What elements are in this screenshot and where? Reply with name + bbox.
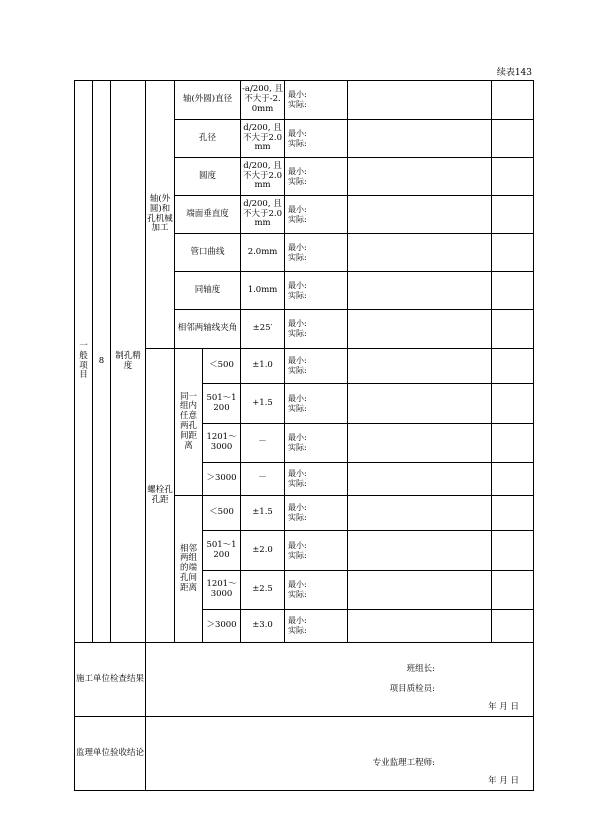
- tolerance-cell: ±2.5: [241, 571, 285, 610]
- actual-label: 实际:: [288, 252, 307, 262]
- range-cell: ＞3000: [203, 610, 241, 643]
- range-cell: 1201～3000: [203, 424, 241, 463]
- measure-cell[interactable]: [285, 610, 348, 643]
- team-leader-label: 班组长:: [406, 664, 436, 674]
- record-cell[interactable]: [348, 272, 492, 310]
- record-cell[interactable]: [348, 610, 492, 643]
- min-label: 最小:: [288, 616, 307, 625]
- check-item-name: 圆度: [175, 158, 241, 196]
- result-cell[interactable]: [492, 571, 534, 610]
- record-cell[interactable]: [348, 463, 492, 496]
- actual-label: 实际:: [288, 403, 307, 413]
- construction-label: 施工单位检查结果: [75, 643, 146, 717]
- actual-label: 实际:: [288, 290, 307, 300]
- check-item-name: 管口曲线: [175, 234, 241, 272]
- range-cell: 501～1200: [203, 531, 241, 571]
- tolerance-cell: －: [241, 463, 285, 496]
- result-cell[interactable]: [492, 531, 534, 571]
- measure-cell[interactable]: [285, 571, 348, 610]
- actual-label: 实际:: [288, 366, 307, 375]
- min-label: 最小:: [288, 433, 307, 442]
- actual-label: 实际:: [288, 626, 307, 635]
- actual-label: 实际:: [288, 550, 307, 560]
- record-cell[interactable]: [348, 496, 492, 531]
- measure-cell[interactable]: [285, 531, 348, 571]
- record-cell[interactable]: [348, 571, 492, 610]
- continued-label: 续表143: [496, 68, 532, 78]
- actual-label: 实际:: [288, 443, 307, 452]
- result-cell[interactable]: [492, 424, 534, 463]
- result-cell[interactable]: [492, 120, 534, 158]
- record-cell[interactable]: [348, 424, 492, 463]
- range-cell: ＜500: [203, 496, 241, 531]
- construction-date: 年 月 日: [488, 702, 520, 712]
- result-cell[interactable]: [492, 610, 534, 643]
- tolerance-cell: d/200, 且不大于2.0mm: [241, 120, 285, 158]
- measure-cell[interactable]: [285, 120, 348, 158]
- tolerance-cell: 1.0mm: [241, 272, 285, 310]
- result-cell[interactable]: [492, 310, 534, 349]
- min-label: 最小:: [288, 356, 307, 365]
- actual-label: 实际:: [288, 214, 307, 224]
- actual-label: 实际:: [288, 329, 307, 338]
- check-item-name: 轴(外圆)直径: [175, 81, 241, 120]
- category-cell: 一般项目: [75, 81, 93, 643]
- record-cell[interactable]: [348, 349, 492, 384]
- result-cell[interactable]: [492, 463, 534, 496]
- construction-signature-area[interactable]: [146, 643, 534, 717]
- bolt-group-label: 螺栓孔孔距: [146, 349, 175, 643]
- min-label: 最小:: [288, 393, 307, 403]
- min-label: 最小:: [288, 128, 307, 138]
- result-cell[interactable]: [492, 272, 534, 310]
- check-item-name: 孔径: [175, 120, 241, 158]
- min-label: 最小:: [288, 280, 307, 290]
- bolt-subgroup-label: 同一组内任意两孔间距离: [175, 349, 203, 496]
- tolerance-cell: ±1.0: [241, 349, 285, 384]
- tolerance-cell: d/200, 且不大于2.0mm: [241, 196, 285, 234]
- min-label: 最小:: [288, 90, 307, 99]
- measure-cell[interactable]: [285, 424, 348, 463]
- min-label: 最小:: [288, 319, 307, 328]
- record-cell[interactable]: [348, 531, 492, 571]
- record-cell[interactable]: [348, 120, 492, 158]
- measure-cell[interactable]: [285, 158, 348, 196]
- tolerance-cell: －: [241, 424, 285, 463]
- measure-cell[interactable]: [285, 463, 348, 496]
- record-cell[interactable]: [348, 310, 492, 349]
- check-item-name: 端面垂直度: [175, 196, 241, 234]
- actual-label: 实际:: [288, 100, 307, 109]
- record-cell[interactable]: [348, 384, 492, 424]
- tolerance-cell: d/200, 且不大于2.0mm: [241, 158, 285, 196]
- result-cell[interactable]: [492, 496, 534, 531]
- measure-cell[interactable]: [285, 310, 348, 349]
- result-cell[interactable]: [492, 158, 534, 196]
- tolerance-cell: +1.5: [241, 384, 285, 424]
- bolt-subgroup-label: 相邻两组的端孔间距离: [175, 496, 203, 643]
- record-cell[interactable]: [348, 81, 492, 120]
- record-cell[interactable]: [348, 158, 492, 196]
- min-label: 最小:: [288, 242, 307, 252]
- engineer-label: 专业监理工程师:: [372, 758, 436, 768]
- actual-label: 实际:: [288, 513, 307, 522]
- shaft-group-label: 轴(外圆)和孔机械加工: [146, 81, 175, 349]
- result-cell[interactable]: [492, 196, 534, 234]
- supervision-label: 监理单位验收结论: [75, 717, 146, 791]
- result-cell[interactable]: [492, 81, 534, 120]
- tolerance-cell: -a/200, 且不大于-2.0mm: [241, 81, 285, 120]
- min-label: 最小:: [288, 166, 307, 176]
- result-cell[interactable]: [492, 384, 534, 424]
- range-cell: ＜500: [203, 349, 241, 384]
- range-cell: 1201～3000: [203, 571, 241, 610]
- tolerance-cell: ±2.0: [241, 531, 285, 571]
- tolerance-cell: ±25′: [241, 310, 285, 349]
- inspection-table: [74, 80, 534, 791]
- min-label: 最小:: [288, 580, 307, 589]
- check-item-name: 相邻两轴线夹角: [175, 310, 241, 349]
- supervision-signature-area[interactable]: [146, 717, 534, 791]
- record-cell[interactable]: [348, 234, 492, 272]
- tolerance-cell: ±3.0: [241, 610, 285, 643]
- inspector-label: 项目质检员:: [389, 684, 436, 694]
- actual-label: 实际:: [288, 176, 307, 186]
- min-label: 最小:: [288, 503, 307, 512]
- min-label: 最小:: [288, 540, 307, 550]
- measure-cell[interactable]: [285, 196, 348, 234]
- min-label: 最小:: [288, 469, 307, 478]
- result-cell[interactable]: [492, 234, 534, 272]
- actual-label: 实际:: [288, 479, 307, 488]
- range-cell: 501～1200: [203, 384, 241, 424]
- tolerance-cell: 2.0mm: [241, 234, 285, 272]
- measure-cell[interactable]: [285, 384, 348, 424]
- measure-cell[interactable]: [285, 349, 348, 384]
- supervision-date: 年 月 日: [488, 776, 520, 786]
- measure-cell[interactable]: [285, 234, 348, 272]
- range-cell: ＞3000: [203, 463, 241, 496]
- tolerance-cell: ±1.5: [241, 496, 285, 531]
- actual-label: 实际:: [288, 590, 307, 599]
- min-label: 最小:: [288, 204, 307, 214]
- item-name-cell: 制孔精度: [111, 81, 146, 643]
- item-no-cell: 8: [93, 81, 111, 643]
- actual-label: 实际:: [288, 138, 307, 148]
- record-cell[interactable]: [348, 196, 492, 234]
- result-cell[interactable]: [492, 349, 534, 384]
- check-item-name: 同轴度: [175, 272, 241, 310]
- measure-cell[interactable]: [285, 496, 348, 531]
- measure-cell[interactable]: [285, 81, 348, 120]
- measure-cell[interactable]: [285, 272, 348, 310]
